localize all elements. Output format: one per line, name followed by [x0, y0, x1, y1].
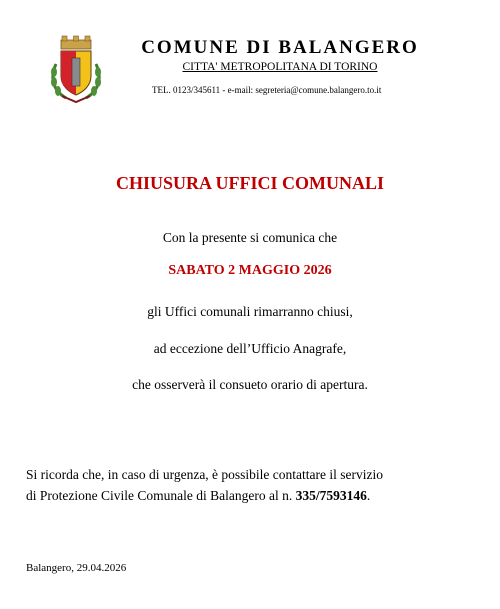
emergency-phone-number: 335/7593146: [295, 488, 367, 503]
municipality-name: COMUNE DI BALANGERO: [141, 37, 419, 58]
notice-line-closed: gli Uffici comunali rimarranno chiusi,: [147, 304, 353, 319]
place-and-date: Balangero, 29.04.2026: [26, 562, 127, 574]
notice-title: CHIUSURA UFFICI COMUNALI: [115, 173, 384, 193]
header: [110, 36, 450, 74]
reminder-row-2-end: .: [366, 488, 371, 503]
contact-info: TEL. 0123/345611 - e-mail: segreteria@comune.balangero.to.it: [152, 85, 382, 95]
notice-line-hours: che osserverà il consueto orario di apertura.: [132, 377, 368, 392]
metropolitan-city: CITTA' METROPOLITANA DI TORINO: [182, 61, 378, 73]
reminder-row-2-text: di Protezione Civile Comunale di Balangero al n.: [26, 488, 296, 503]
reminder-row-1: Si ricorda che, in caso di urgenza, è possibile contattare il servizio: [26, 467, 384, 482]
urgency-reminder: [26, 464, 476, 506]
reminder-row-2: [26, 485, 476, 506]
closure-date: SABATO 2 MAGGIO 2026: [168, 263, 332, 278]
coat-of-arms-icon: [48, 34, 104, 104]
notice-line-exception: ad eccezione dell’Ufficio Anagrafe,: [153, 341, 347, 356]
notice-intro: Con la presente si comunica che: [162, 230, 338, 245]
